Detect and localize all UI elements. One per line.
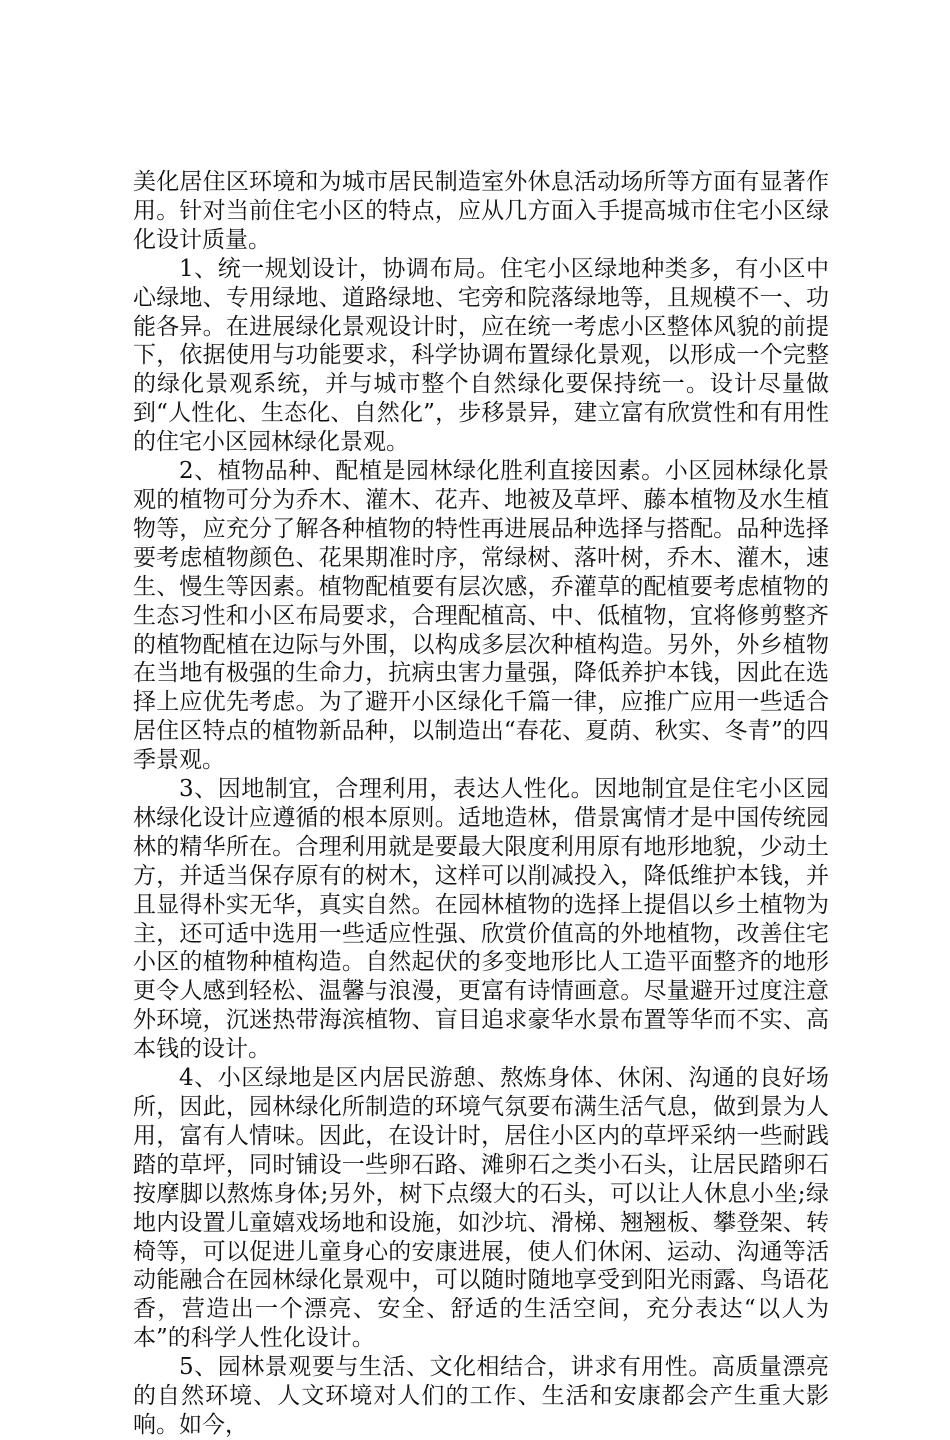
document-body xyxy=(133,168,829,1440)
paragraph-intro: 美化居住区环境和为城市居民制造室外休息活动场所等方面有显著作用。针对当前住宅小区的特点，应从几方面入手提高城市住宅小区绿化设计质量。 xyxy=(133,169,829,253)
paragraph-item-1: 1、统一规划设计，协调布局。住宅小区绿地种类多，有小区中心绿地、专用绿地、道路绿地、宅旁和院落绿地等，且规模不一、功能各异。在进展绿化景观设计时，应在统一考虑小区整体风貌的前提下，依据使用与功能要求，科学协调布置绿化景观，以形成一个完整的绿化景观系统，并与城市整个自然绿化要保持统一。设计尽量做到“人性化、生态化、自然化”，步移景异，建立富有欣赏性和有用性的住宅小区园林绿化景观。 xyxy=(133,255,829,456)
paragraph-item-3: 3、因地制宜，合理利用，表达人性化。因地制宜是住宅小区园林绿化设计应遵循的根本原则。适地造林，借景寓情才是中国传统园林的精华所在。合理利用就是要最大限度利用原有地形地貌，少动土方，并适当保存原有的树木，这样可以削减投入，降低维护本钱，并且显得朴实无华，真实自然。在园林植物的选择上提倡以乡土植物为主，还可适中选用一些适应性强、欣赏价值高的外地植物，改善住宅小区的植物种植构造。自然起伏的多变地形比人工造平面整齐的地形更令人感到轻松、温馨与浪漫，更富有诗情画意。尽量避开过度注意外环境，沉迷热带海滨植物、盲目追求豪华水景布置等华而不实、高本钱的设计。 xyxy=(133,776,829,1063)
paragraph-item-5: 5、园林景观要与生活、文化相结合，讲求有用性。高质量漂亮的自然环境、人文环境对人们的工作、生活和安康都会产生重大影响。如今， xyxy=(133,1354,829,1438)
paragraph-item-4: 4、小区绿地是区内居民游憩、熬炼身体、休闲、沟通的良好场所，因此，园林绿化所制造的环境气氛要布满生活气息，做到景为人用，富有人情味。因此，在设计时，居住小区内的草坪采纳一些耐践踏的草坪，同时铺设一些卵石路、滩卵石之类小石头，让居民踏卵石按摩脚以熬炼身体;另外，树下点缀大的石头，可以让人休息小坐;绿地内设置儿童嬉戏场地和设施，如沙坑、滑梯、翘翘板、攀登架、转椅等，可以促进儿童身心的安康进展，使人们休闲、运动、沟通等活动能融合在园林绿化景观中，可以随时随地享受到阳光雨露、鸟语花香，营造出一个漂亮、安全、舒适的生活空间，充分表达“以人为本”的科学人性化设计。 xyxy=(133,1065,829,1352)
paragraph-item-2: 2、植物品种、配植是园林绿化胜利直接因素。小区园林绿化景观的植物可分为乔木、灌木、花卉、地被及草坪、藤本植物及水生植物等，应充分了解各种植物的特性再进展品种选择与搭配。品种选择要考虑植物颜色、花果期准时序，常绿树、落叶树，乔木、灌木，速生、慢生等因素。植物配植要有层次感，乔灌草的配植要考虑植物的生态习性和小区布局要求，合理配植高、中、低植物，宜将修剪整齐的植物配植在边际与外围，以构成多层次种植构造。另外，外乡植物在当地有极强的生命力，抗病虫害力量强，降低养护本钱，因此在选择上应优先考虑。为了避开小区绿化千篇一律，应推广应用一些适合居住区特点的植物新品种，以制造出“春花、夏荫、秋实、冬青”的四季景观。 xyxy=(133,458,829,774)
